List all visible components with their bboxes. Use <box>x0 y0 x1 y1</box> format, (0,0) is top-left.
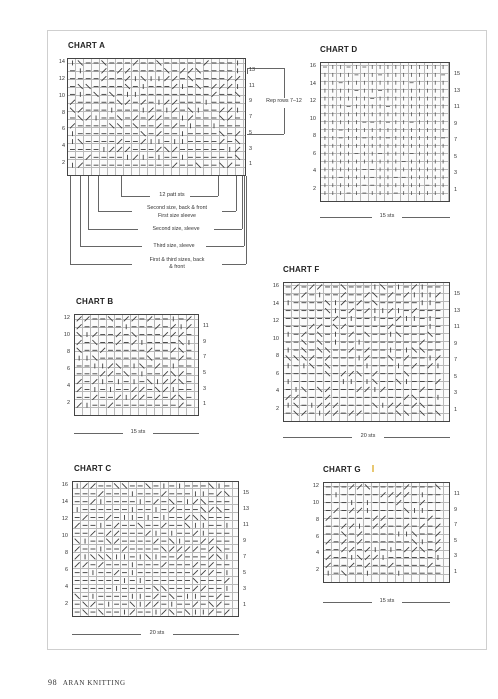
row-number: 14 <box>58 59 65 65</box>
stitch-symbols <box>284 283 449 421</box>
row-number: 5 <box>454 537 458 544</box>
guide-h5b <box>222 264 246 265</box>
row-number: 3 <box>454 170 458 176</box>
guide-v3b <box>242 176 243 229</box>
row-number: 13 <box>243 506 250 512</box>
row-number: 10 <box>63 332 70 338</box>
row-number: 2 <box>66 400 70 406</box>
stitch-symbols <box>73 482 238 616</box>
row-number: 4 <box>275 388 279 394</box>
row-number: 12 <box>312 483 319 489</box>
row-number: 14 <box>61 499 68 505</box>
row-number: 12 <box>63 315 70 321</box>
stitch-symbols <box>75 315 198 415</box>
row-number: 12 <box>58 75 65 82</box>
row-number: 6 <box>275 370 279 377</box>
guide-v3 <box>88 176 89 229</box>
row-number: 7 <box>454 357 458 363</box>
row-number: 14 <box>272 300 279 307</box>
chart-f-grid <box>283 282 450 422</box>
row-number: 16 <box>61 482 68 488</box>
annotation-second-size-sleeve: Second size, sleeve <box>152 226 200 232</box>
row-number: 4 <box>64 584 68 590</box>
row-number: 6 <box>61 126 65 133</box>
row-number: 1 <box>243 602 247 608</box>
row-number: 12 <box>309 98 316 104</box>
row-number: 7 <box>249 114 253 121</box>
guide-h2 <box>98 211 132 212</box>
rep-bracket-lower-arm <box>284 108 285 134</box>
chart-a-stitch-count: 12 patt sts <box>150 192 194 198</box>
guide-v2b <box>236 176 237 211</box>
row-number: 16 <box>272 283 279 289</box>
chart-d-grid <box>320 62 450 202</box>
row-number: 9 <box>203 338 207 345</box>
guide-h1b <box>190 196 218 197</box>
row-number: 3 <box>243 586 247 592</box>
guide-h1 <box>121 196 151 197</box>
row-number: 7 <box>243 554 247 560</box>
row-number: 7 <box>454 137 458 143</box>
row-number: 10 <box>312 499 319 506</box>
row-number: 11 <box>454 104 460 110</box>
yellow-mark <box>372 465 374 472</box>
row-number: 1 <box>249 161 253 168</box>
chart-a-grid <box>67 58 246 176</box>
page-number: 98 <box>48 678 58 687</box>
rep-bracket-upper-arm <box>284 68 285 98</box>
rep-rows-label: Rep rows 7–12 <box>266 98 302 104</box>
annotation-first-third-sizes: First & third sizes, back <box>149 257 205 263</box>
row-number: 8 <box>66 349 70 355</box>
chart-f-title: CHART F <box>283 265 320 274</box>
guide-v5b <box>246 176 247 264</box>
chart-c-title: CHART C <box>74 464 112 473</box>
guide-h2b <box>222 211 236 212</box>
row-number: 8 <box>315 516 319 523</box>
row-number: 11 <box>454 324 460 330</box>
row-number: 5 <box>249 129 253 136</box>
row-number: 8 <box>64 550 68 556</box>
row-number: 5 <box>454 153 458 160</box>
guide-h5 <box>70 264 132 265</box>
row-number: 5 <box>203 370 207 376</box>
row-number: 9 <box>243 538 247 544</box>
guide-v4b <box>244 176 245 246</box>
stitch-symbols <box>324 483 449 582</box>
row-number: 2 <box>312 185 316 192</box>
row-number: 10 <box>272 335 279 342</box>
row-number: 7 <box>454 522 458 528</box>
row-number: 2 <box>64 601 68 607</box>
row-number: 2 <box>275 405 279 412</box>
row-number: 4 <box>66 383 70 389</box>
chart-b-stitch-count: 15 sts <box>123 429 153 435</box>
row-number: 6 <box>312 150 316 157</box>
chart-g-grid <box>323 482 450 583</box>
row-number: 11 <box>203 323 209 329</box>
chart-d-title: CHART D <box>320 45 358 54</box>
chart-b-grid <box>74 314 199 416</box>
row-number: 7 <box>203 354 207 361</box>
row-number: 8 <box>61 109 65 116</box>
row-number: 15 <box>454 291 461 297</box>
row-number: 13 <box>454 87 461 94</box>
row-number: 14 <box>309 80 316 87</box>
annotation-third-size-sleeve: Third size, sleeve <box>153 243 195 249</box>
chart-c-stitch-count: 20 sts <box>141 630 173 636</box>
stitch-symbols <box>68 59 245 175</box>
row-number: 1 <box>454 406 458 413</box>
guide-v2 <box>98 176 99 211</box>
row-number: 11 <box>243 522 249 528</box>
row-number: 3 <box>454 390 458 396</box>
row-number: 8 <box>275 353 279 359</box>
row-number: 11 <box>454 491 460 497</box>
chart-g-stitch-count: 15 sts <box>372 598 402 604</box>
chart-f-stitch-count: 20 sts <box>352 433 384 439</box>
row-number: 9 <box>454 506 458 513</box>
row-number: 10 <box>309 115 316 122</box>
row-number: 13 <box>249 67 256 73</box>
row-number: 9 <box>249 98 253 105</box>
row-number: 3 <box>454 553 458 559</box>
annotation-first-size-sleeve: First size sleeve <box>158 213 196 219</box>
row-number: 1 <box>454 568 458 575</box>
row-number: 2 <box>61 160 65 167</box>
row-number: 4 <box>61 143 65 150</box>
book-title: ARAN KNITTING <box>62 679 126 687</box>
row-number: 15 <box>243 490 250 496</box>
annotation-and-front: & front <box>169 264 185 270</box>
row-number: 12 <box>272 318 279 324</box>
row-number: 5 <box>243 570 247 576</box>
chart-a-title: CHART A <box>68 41 106 50</box>
row-number: 1 <box>203 401 207 408</box>
row-number: 9 <box>454 340 458 347</box>
row-number: 5 <box>454 373 458 380</box>
row-number: 4 <box>312 168 316 174</box>
row-number: 2 <box>315 567 319 574</box>
row-number: 6 <box>66 366 70 372</box>
row-number: 12 <box>61 516 68 522</box>
chart-b-title: CHART B <box>76 297 114 306</box>
row-number: 10 <box>58 92 65 99</box>
chart-c-grid <box>72 481 239 617</box>
row-number: 6 <box>315 533 319 540</box>
row-number: 16 <box>309 63 316 69</box>
row-number: 9 <box>454 120 458 127</box>
row-number: 8 <box>312 133 316 139</box>
row-number: 6 <box>64 567 68 573</box>
stitch-symbols <box>321 63 449 201</box>
row-number: 3 <box>249 145 253 152</box>
guide-h4 <box>80 246 142 247</box>
row-number: 13 <box>454 307 461 314</box>
guide-h3b <box>214 229 242 230</box>
guide-v5 <box>70 176 71 264</box>
row-number: 1 <box>454 186 458 193</box>
guide-h3 <box>88 229 138 230</box>
chart-d-stitch-count: 15 sts <box>372 213 402 219</box>
guide-v1b <box>218 176 219 196</box>
guide-v1 <box>121 176 122 196</box>
row-number: 15 <box>454 71 461 77</box>
chart-g-title: CHART G <box>323 465 361 474</box>
guide-h4b <box>206 246 244 247</box>
annotation-second-size-back: Second size, back & front <box>146 205 208 211</box>
guide-v4 <box>80 176 81 246</box>
rep-bracket-bottom-line <box>247 134 284 135</box>
page-footer <box>48 678 126 687</box>
row-number: 3 <box>203 385 207 392</box>
row-number: 4 <box>315 550 319 557</box>
row-number: 11 <box>249 82 255 89</box>
row-number: 10 <box>61 533 68 539</box>
